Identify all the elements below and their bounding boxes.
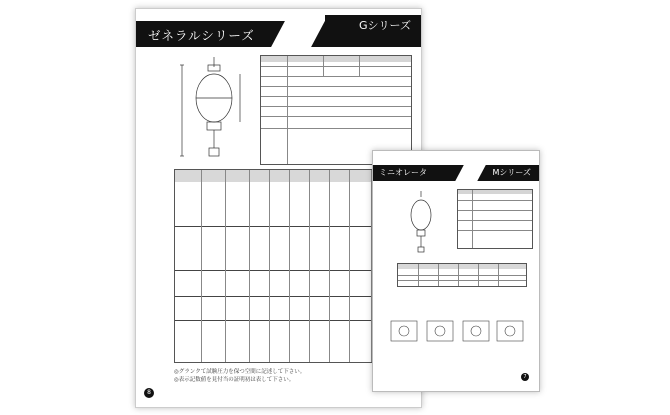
accumulator-drawing: [174, 53, 254, 163]
right-page-series-name: Mシリーズ: [492, 168, 531, 177]
right-page-header-band: [373, 165, 539, 181]
mini-accumulator-drawing: [401, 189, 441, 255]
right-catalog-page: [372, 150, 540, 392]
left-page-header-band: [136, 21, 421, 47]
mounting-examples-drawing: [387, 311, 527, 351]
footnote-1: ◎グランクて試験圧力を保つ空間に記述して下さい。: [174, 369, 306, 375]
left-page-number: 8: [144, 388, 154, 398]
mini-dimension-table: [397, 263, 527, 287]
right-page-title: ミニオレータ: [379, 168, 427, 177]
spec-table: [260, 55, 412, 165]
footnote-2: ◎表示記数値を見付当の証明初は表して下さい。: [174, 377, 295, 383]
left-page-series-name: Gシリーズ: [359, 19, 411, 32]
right-page-number: 7: [521, 373, 529, 381]
left-page-title: ゼネラルシリーズ: [148, 28, 255, 43]
mini-spec-table: [457, 189, 533, 249]
